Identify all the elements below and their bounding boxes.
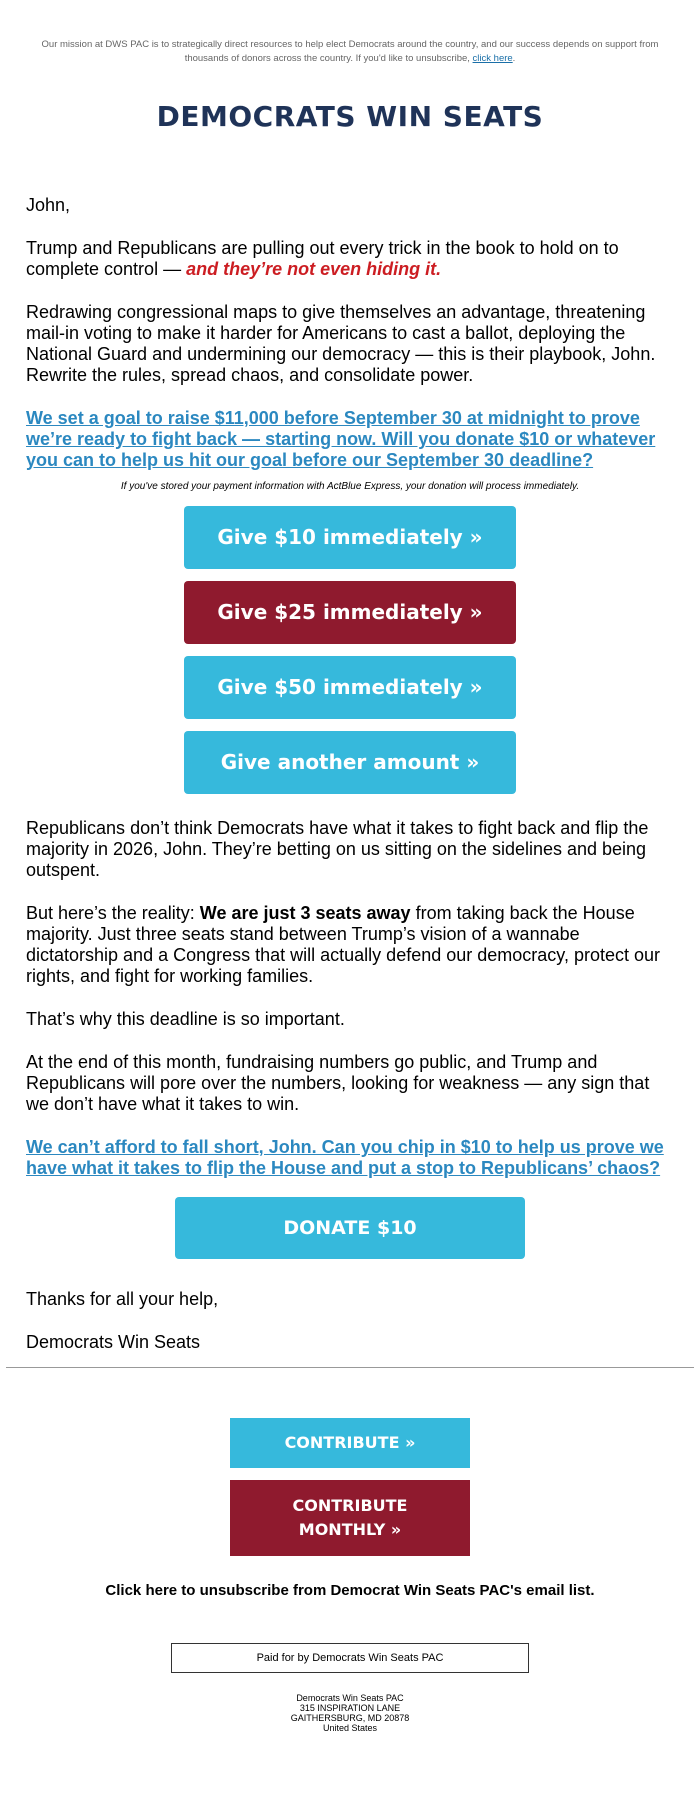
preheader-text: Our mission at DWS PAC is to strategically direct resources to help elect Democrats around the country, and our success depends on support from thousands of donors across the country. If you'd like to unsubscribe, [41,39,659,64]
logo: DEMOCRATS WIN SEATS [156,100,544,133]
ask-paragraph-1 [26,408,674,471]
paragraph-2: Redrawing congressional maps to give themselves an advantage, threatening mail-in voting to make it harder for Americans to cast a ballot, deploying the National Guard and undermining our democracy — this is their playbook, John. Rewrite the rules, spread chaos, and consolidate power. [26,302,656,385]
ask-paragraph-2 [26,1137,674,1179]
address-line: 315 INSPIRATION LANE [299,1703,401,1713]
paragraph-6: At the end of this month, fundraising numbers go public, and Trump and Republicans will pore over the numbers, looking for weakness — any sign that we don’t have what it takes to win. [26,1052,650,1114]
message-content [0,195,700,1353]
paid-for-box: Paid for by Democrats Win Seats PAC [171,1643,529,1673]
donate-10-button[interactable]: DONATE $10 [175,1197,525,1259]
paragraph-3: Republicans don’t think Democrats have what it takes to fight back and flip the majority in 2026, John. They’re betting on us sitting on the sidelines and being outspent. [26,818,649,880]
contribute-monthly-label: CONTRIBUTE MONTHLY » [292,1496,408,1539]
preheader-period: . [512,53,516,64]
greeting: John, [26,195,71,215]
donate-ask-link-2[interactable]: We can’t afford to fall short, John. Can you chip in $10 to help us prove we have what it takes to flip the House and put a stop to Republicans’ chaos? [26,1137,664,1178]
give-25-button[interactable]: Give $25 immediately » [184,581,516,644]
address-line: United States [322,1723,378,1733]
paragraph-1 [26,238,674,280]
paragraph-4 [26,903,674,987]
give-50-button[interactable]: Give $50 immediately » [184,656,516,719]
contribute-monthly-button[interactable] [230,1480,470,1556]
contribute-button[interactable]: CONTRIBUTE » [230,1418,470,1468]
thanks-line: Thanks for all your help, [26,1289,219,1309]
preheader [0,0,700,66]
address-line: Democrats Win Seats PAC [296,1693,404,1703]
paragraph-4-rest: from taking back the House majority. Just three seats stand between Trump’s vision of a wannabe dictatorship and a Congress that will actually defend our democracy, protect our rights, and fight for working families. [26,903,660,986]
unsubscribe-link[interactable]: click here [472,53,513,64]
actblue-note: If you've stored your payment information with ActBlue Express, your donation will process immediately. [120,481,580,492]
spacer [26,806,674,818]
donate-ask-link-1[interactable]: We set a goal to raise $11,000 before September 30 at midnight to prove we’re ready to fight back — starting now. Will you donate $10 or whatever you can to help us hit our goal before our September 30 deadline? [26,408,656,470]
paragraph-1-emphasis: and they’re not even hiding it. [186,259,442,279]
paragraph-4-lead: But here’s the reality: [26,903,195,923]
give-other-amount-button[interactable]: Give another amount » [184,731,516,794]
unsubscribe-footer-link[interactable]: Click here to unsubscribe from Democrat Win Seats PAC's email list. [105,1582,595,1599]
signoff: Democrats Win Seats [26,1332,201,1352]
mailing-address [0,1693,700,1733]
divider [6,1367,694,1368]
give-10-button[interactable]: Give $10 immediately » [184,506,516,569]
paragraph-1-text: Trump and Republicans are pulling out every trick in the book to hold on to complete control — [26,238,619,279]
paragraph-4-bold: We are just 3 seats away [199,903,411,923]
paragraph-5: That’s why this deadline is so important. [26,1009,345,1029]
address-line: GAITHERSBURG, MD 20878 [290,1713,410,1723]
